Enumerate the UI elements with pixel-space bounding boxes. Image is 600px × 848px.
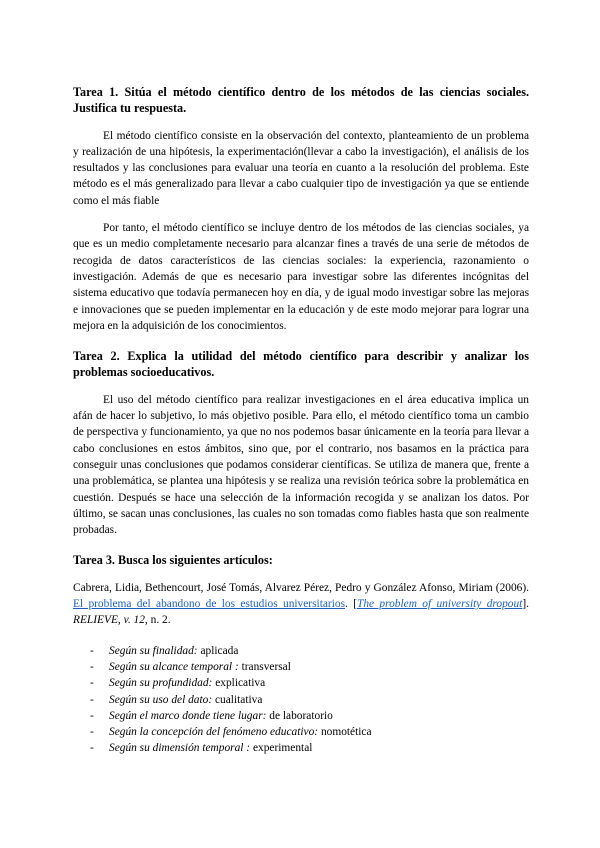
tarea1-heading: Tarea 1. Sitúa el método científico dentro de los métodos de las ciencias sociales. Justifica tu respuesta. [73, 85, 529, 116]
list-item [73, 675, 529, 691]
list-item-key: Según su profundidad: [109, 677, 213, 690]
reference-citation: Cabrera, Lidia, Bethencourt, José Tomás, Alvarez Pérez, Pedro y González Afonso, Miriam (2006). El problema del abandono de los estudios universitarios. [The problem of university dropout]. RELIEVE, v. 12, n. 2. [73, 581, 529, 627]
reference-en-close: ]. [522, 598, 529, 611]
dash-bullet: - [90, 644, 94, 657]
list-item-value: nomotética [320, 726, 372, 739]
list-item-value: cualitativa [215, 693, 263, 706]
dash-bullet: - [90, 742, 94, 755]
dash-bullet: - [90, 726, 94, 739]
list-item-key: Según su uso del dato: [109, 693, 213, 706]
list-item-key: Según el marco donde tiene lugar: [109, 709, 267, 722]
dash-bullet: - [90, 660, 94, 673]
list-item-key: Según la concepción del fenómeno educativo: [109, 726, 319, 739]
reference-english-title-link[interactable]: The problem of university dropout [356, 598, 523, 611]
list-item-value: explicativa [215, 677, 266, 690]
list-item [73, 659, 529, 675]
list-item [73, 643, 529, 659]
reference-number: n. 2. [150, 614, 171, 627]
list-item [73, 724, 529, 740]
classification-list [73, 643, 529, 757]
tarea2-heading: Tarea 2. Explica la utilidad del método científico para describir y analizar los problemas socioeducativos. [73, 349, 529, 380]
reference-en-open: [ [353, 598, 357, 611]
reference-authors: Cabrera, Lidia, Bethencourt, José Tomás, Alvarez Pérez, Pedro y González Afonso, Miriam (2006). [73, 581, 529, 594]
tarea1-paragraph-1: El método científico consiste en la observación del contexto, planteamiento de un problema y realización de una hipótesis, la experimentación(llevar a cabo la investigación), el análisis de los resultados y las conclusiones para evaluar una teoría en cuanto a la resolución del problema. Este método es el más generalizado para llevar a cabo cualquier tipo de investigación ya que se entiende como el más fiable [73, 129, 529, 207]
tarea3-heading: Tarea 3. Busca los siguientes artículos: [73, 553, 273, 568]
reference-title-link[interactable]: El problema del abandono de los estudios universitarios [73, 598, 345, 611]
list-item [73, 692, 529, 708]
list-item-value: aplicada [200, 644, 239, 657]
dash-bullet: - [90, 693, 94, 706]
list-item-value: transversal [241, 660, 291, 673]
list-item [73, 740, 529, 756]
dash-bullet: - [90, 677, 94, 690]
list-item-value: experimental [252, 742, 313, 755]
tarea2-paragraph-1: El uso del método científico para realizar investigaciones en el área educativa implica un afán de hacer lo subjetivo, lo más objetivo posible. Para ello, el método científico toma un cambio de perspectiva y funcionamiento, ya que no nos podemos basar únicamente en la teoría para llevar a cabo conclusiones en estos ámbitos, sino que, por el contrario, nos basamos en la práctica para conseguir unas conclusiones que podamos considerar científicas. Se utiliza de manera que, frente a una problemática, se plantea una hipótesis y se realiza una revisión teórica sobre la problemática en cuestión. Después se hace una selección de la información recogida y se analizan los datos. Por último, se sacan unas conclusiones, las cuales no son tomadas como fiables hasta que son realmente probadas. [73, 393, 529, 537]
list-item-key: Según su alcance temporal : [109, 660, 239, 673]
list-item-key: Según su dimensión temporal : [109, 742, 251, 755]
list-item-key: Según su finalidad: [109, 644, 198, 657]
list-item [73, 708, 529, 724]
document-content [73, 84, 529, 757]
tarea1-paragraph-2: Por tanto, el método científico se incluye dentro de los métodos de las ciencias sociales, ya que es un medio completamente necesario para alcanzar fines a través de una serie de métodos de recogida de datos característicos de las ciencias sociales: la experiencia, razonamiento o investigación. Además de que es necesario para investigar sobre las diferentes incógnitas del sistema educativo que todavía permanecen hoy en día, y de igual modo investigar sobre las mejoras e innovaciones que se pueden implementar en la educación y de este modo mejorar para lograr una mejora en la adquisición de los conocimientos. [73, 222, 529, 332]
list-item-value: de laboratorio [269, 709, 333, 722]
reference-journal: RELIEVE, v. 12, [73, 614, 148, 627]
dash-bullet: - [90, 709, 94, 722]
